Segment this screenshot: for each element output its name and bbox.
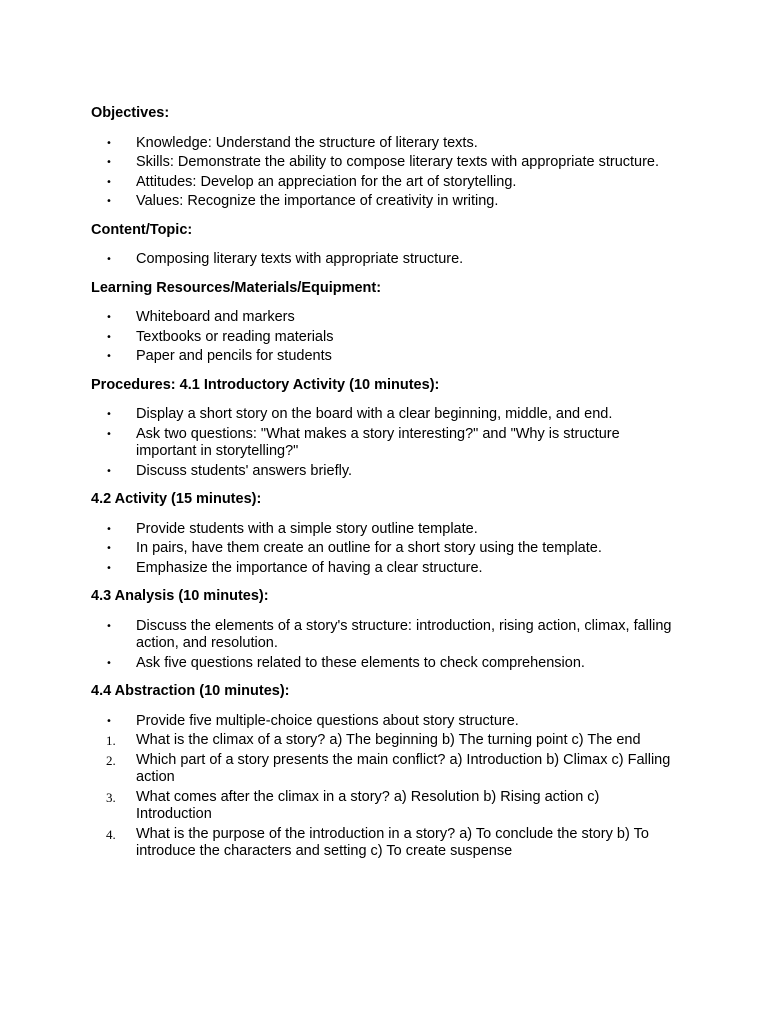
bullet-marker: • [106,620,112,632]
list-item-text: Provide five multiple-choice questions about story structure. [136,712,519,729]
list-item-text: What is the climax of a story? a) The beginning b) The turning point c) The end [136,732,641,748]
list-item-text: Whiteboard and markers [136,309,295,325]
section-learning-resources [91,280,676,366]
list-item [91,406,676,424]
list-item [91,251,676,269]
question-list [91,713,676,861]
list-item [91,174,676,192]
bullet-marker: • [106,409,112,420]
list-item [91,426,676,461]
list-item [91,193,676,211]
section-activity [91,491,676,577]
bullet-list [91,618,676,673]
list-item [91,655,676,673]
list-item-text: Which part of a story presents the main conflict? a) Introduction b) Climax c) Falling action [136,751,671,785]
list-item-text: Textbooks or reading materials [136,328,334,345]
number-marker: 1. [106,733,116,748]
list-item-text: Emphasize the importance of having a clear structure. [136,559,483,576]
list-item [91,463,676,481]
list-item-text: What is the purpose of the introduction in a story? a) To conclude the story b) To introduce the characters and setting c) To create suspense [136,825,649,859]
section-objectives [91,105,676,211]
section-introductory-activity [91,377,676,481]
bullet-marker: • [106,351,112,362]
numbered-item [91,826,676,861]
number-marker: 2. [106,752,116,768]
section-heading: Content/Topic: [91,221,193,238]
section-heading: Procedures: 4.1 Introductory Activity (10 minutes): [91,376,440,393]
list-item [91,618,676,653]
bullet-marker: • [106,657,112,669]
list-item [91,560,676,578]
list-item [91,540,676,558]
list-item-text: Paper and pencils for students [136,348,332,364]
bullet-list [91,406,676,480]
section-analysis [91,588,676,672]
bullet-marker: • [106,137,112,149]
section-heading: Learning Resources/Materials/Equipment: [91,279,382,296]
bullet-marker: • [106,562,112,574]
bullet-marker: • [106,428,112,440]
bullet-marker: • [106,176,112,188]
list-item-text: Ask five questions related to these elements to check comprehension. [136,654,585,671]
bullet-marker: • [106,715,112,727]
list-item-text: Skills: Demonstrate the ability to compose literary texts with appropriate structure. [136,154,660,170]
bullet-marker: • [106,523,112,535]
list-item-text: In pairs, have them create an outline for a short story using the template. [136,540,602,556]
number-marker: 3. [106,789,116,805]
bullet-marker: • [106,331,112,343]
numbered-item [91,732,676,750]
bullet-list [91,309,676,366]
section-heading: 4.2 Activity (15 minutes): [91,491,262,507]
list-item [91,348,676,366]
list-item-text: Composing literary texts with appropriate structure. [136,251,464,267]
bullet-marker: • [106,543,112,554]
list-item-text: Ask two questions: "What makes a story interesting?" and "Why is structure important in storytelling?" [136,425,620,459]
list-item-text: Knowledge: Understand the structure of literary texts. [136,134,478,151]
list-item-text: What comes after the climax in a story? a) Resolution b) Rising action c) Introduction [136,788,600,822]
bullet-marker: • [106,157,112,168]
section-heading: 4.4 Abstraction (10 minutes): [91,683,290,699]
list-item-text: Values: Recognize the importance of creativity in writing. [136,193,499,209]
list-item [91,329,676,347]
list-item [91,309,676,327]
section-heading: 4.3 Analysis (10 minutes): [91,588,269,604]
bullet-marker: • [106,465,112,477]
bullet-list [91,251,676,269]
numbered-item [91,789,676,824]
section-abstraction [91,683,676,861]
list-item-text: Provide students with a simple story outline template. [136,520,478,537]
section-heading: Objectives: [91,105,170,121]
bullet-list [91,521,676,578]
bullet-list [91,135,676,211]
list-item-text: Display a short story on the board with a clear beginning, middle, and end. [136,406,613,422]
list-item-text: Attitudes: Develop an appreciation for the art of storytelling. [136,173,517,190]
list-item-text: Discuss students' answers briefly. [136,462,353,479]
list-item [91,521,676,539]
section-content-topic [91,222,676,269]
list-item [91,135,676,153]
bullet-marker: • [106,312,112,323]
bullet-marker: • [106,196,112,207]
list-item-text: Discuss the elements of a story's structure: introduction, rising action, climax, falling action, and resolution. [136,617,672,651]
number-marker: 4. [106,826,116,842]
list-item [91,713,676,731]
bullet-marker: • [106,254,112,265]
list-item [91,154,676,172]
numbered-item [91,752,676,787]
